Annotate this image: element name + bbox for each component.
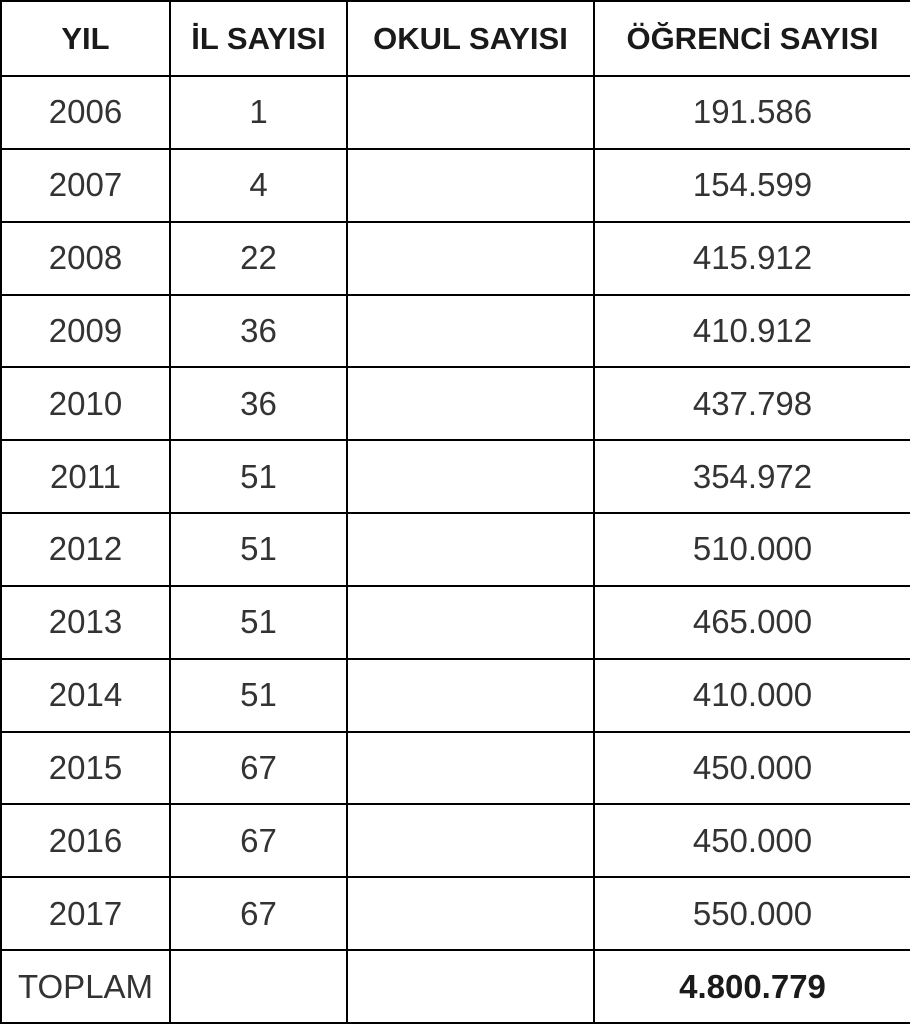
cell-year: 2015 — [1, 732, 170, 805]
table-row — [1, 659, 910, 732]
table-row — [1, 440, 910, 513]
cell-school-count — [347, 659, 594, 732]
cell-year: 2006 — [1, 76, 170, 149]
cell-province-count: 36 — [170, 295, 347, 368]
cell-year: 2012 — [1, 513, 170, 586]
total-school-count — [347, 950, 594, 1023]
cell-student-count: 154.599 — [594, 149, 910, 222]
cell-school-count — [347, 295, 594, 368]
table-row — [1, 586, 910, 659]
cell-province-count: 36 — [170, 367, 347, 440]
cell-student-count: 437.798 — [594, 367, 910, 440]
cell-province-count: 67 — [170, 732, 347, 805]
table-row — [1, 76, 910, 149]
cell-year: 2017 — [1, 877, 170, 950]
cell-student-count: 550.000 — [594, 877, 910, 950]
cell-student-count: 191.586 — [594, 76, 910, 149]
cell-school-count — [347, 149, 594, 222]
cell-school-count — [347, 222, 594, 295]
cell-student-count: 450.000 — [594, 732, 910, 805]
header-school-count: OKUL SAYISI — [347, 1, 594, 76]
cell-province-count: 67 — [170, 804, 347, 877]
cell-student-count: 410.912 — [594, 295, 910, 368]
cell-year: 2011 — [1, 440, 170, 513]
table-row — [1, 149, 910, 222]
table-row — [1, 222, 910, 295]
table-row — [1, 804, 910, 877]
table-row — [1, 513, 910, 586]
table-total-row — [1, 950, 910, 1023]
header-student-count: ÖĞRENCİ SAYISI — [594, 1, 910, 76]
header-province-count: İL SAYISI — [170, 1, 347, 76]
cell-school-count — [347, 513, 594, 586]
cell-province-count: 51 — [170, 440, 347, 513]
cell-province-count: 51 — [170, 586, 347, 659]
cell-student-count: 354.972 — [594, 440, 910, 513]
total-student-count: 4.800.779 — [594, 950, 910, 1023]
table-row — [1, 732, 910, 805]
header-year: YIL — [1, 1, 170, 76]
table-header-row — [1, 1, 910, 76]
cell-year: 2009 — [1, 295, 170, 368]
cell-year: 2013 — [1, 586, 170, 659]
cell-student-count: 410.000 — [594, 659, 910, 732]
cell-province-count: 4 — [170, 149, 347, 222]
cell-year: 2007 — [1, 149, 170, 222]
cell-year: 2010 — [1, 367, 170, 440]
cell-school-count — [347, 804, 594, 877]
cell-school-count — [347, 440, 594, 513]
table-row — [1, 367, 910, 440]
table-row — [1, 877, 910, 950]
cell-school-count — [347, 877, 594, 950]
cell-student-count: 465.000 — [594, 586, 910, 659]
cell-province-count: 22 — [170, 222, 347, 295]
cell-province-count: 51 — [170, 513, 347, 586]
cell-school-count — [347, 367, 594, 440]
cell-year: 2008 — [1, 222, 170, 295]
cell-province-count: 51 — [170, 659, 347, 732]
cell-student-count: 415.912 — [594, 222, 910, 295]
table-row — [1, 295, 910, 368]
cell-school-count — [347, 586, 594, 659]
cell-school-count — [347, 732, 594, 805]
cell-student-count: 510.000 — [594, 513, 910, 586]
cell-student-count: 450.000 — [594, 804, 910, 877]
cell-year: 2016 — [1, 804, 170, 877]
cell-year: 2014 — [1, 659, 170, 732]
cell-province-count: 67 — [170, 877, 347, 950]
total-label: TOPLAM — [1, 950, 170, 1023]
cell-province-count: 1 — [170, 76, 347, 149]
cell-school-count — [347, 76, 594, 149]
total-province-count — [170, 950, 347, 1023]
